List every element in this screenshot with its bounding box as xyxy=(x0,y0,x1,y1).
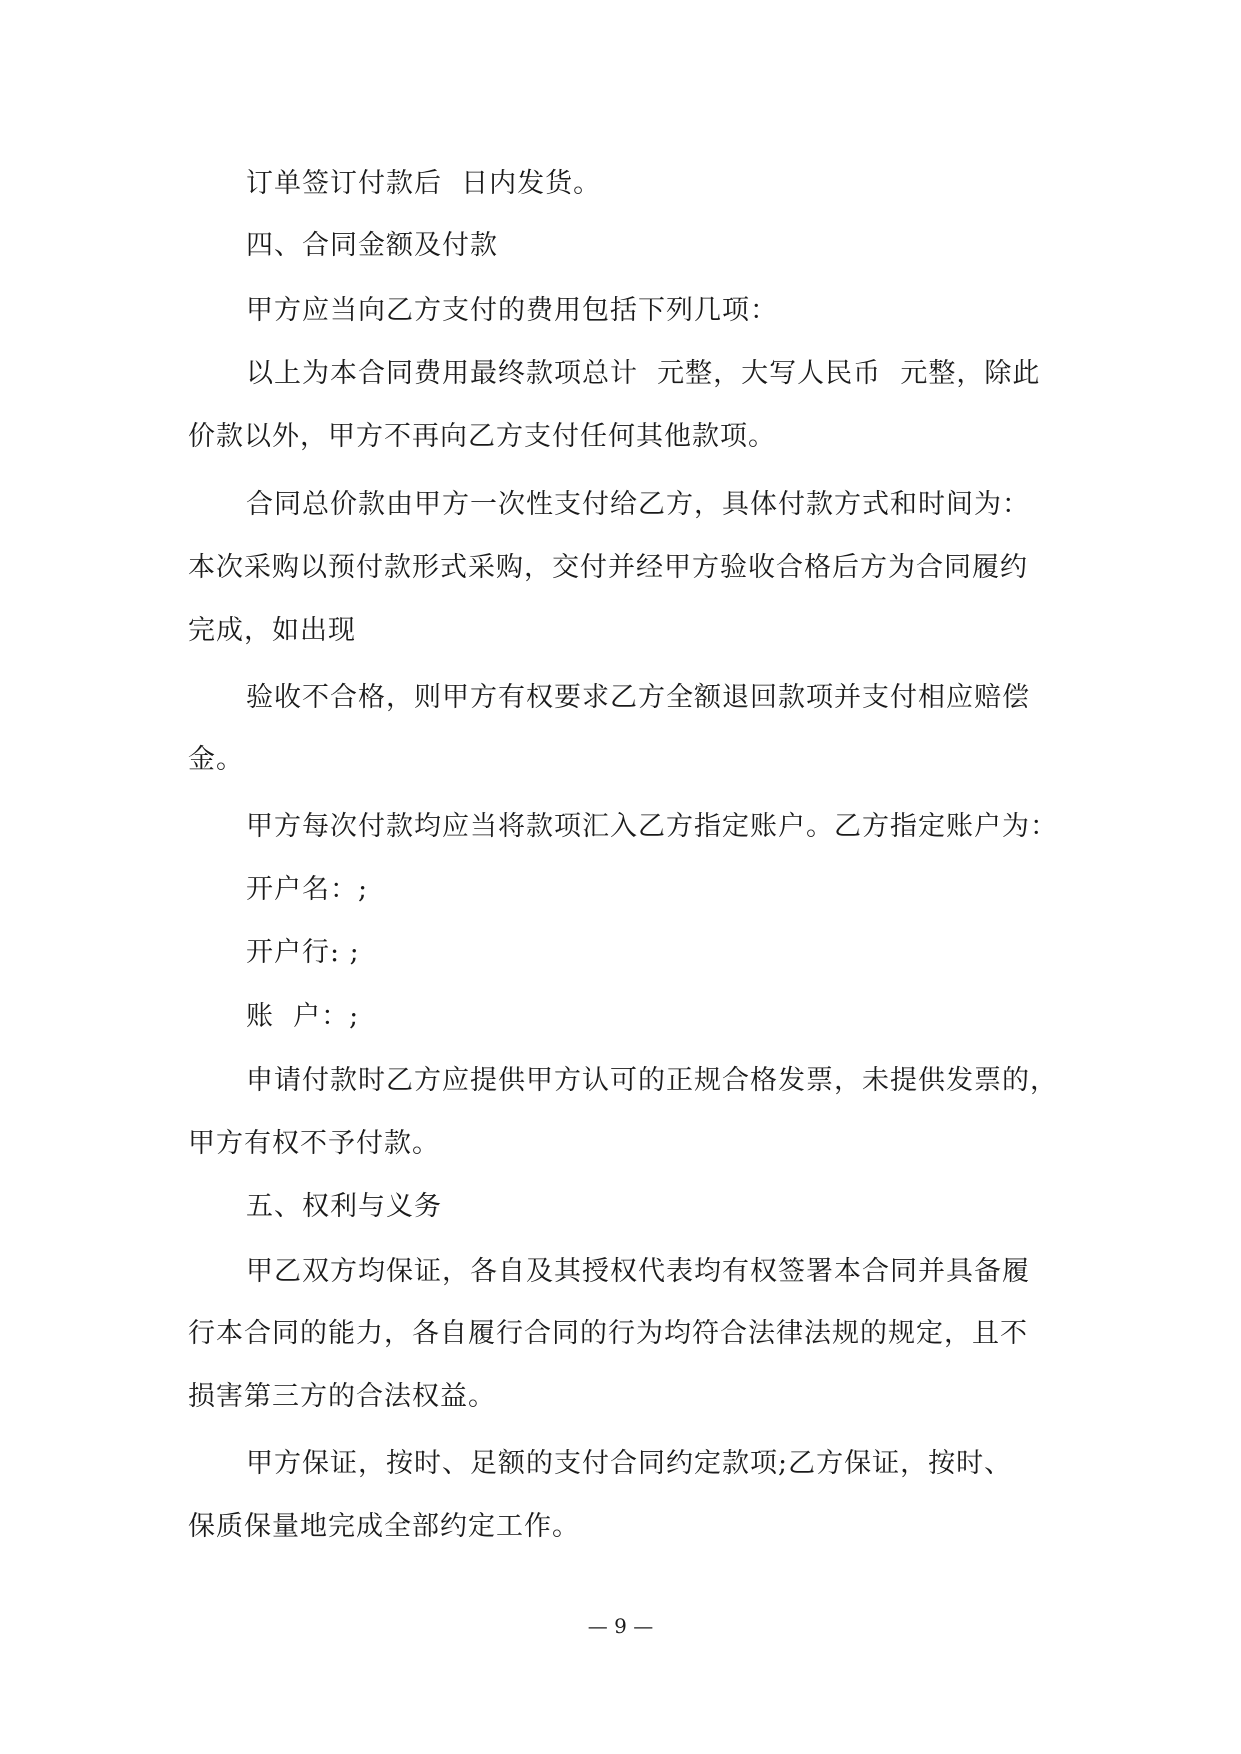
paragraph-obligations-line-1: 甲方保证，按时、足额的支付合同约定款项;乙方保证，按时、 xyxy=(246,1448,1013,1479)
paragraph-payment-method-line-3: 完成，如出现 xyxy=(188,615,356,646)
paragraph-payment-method-line-2: 本次采购以预付款形式采购，交付并经甲方验收合格后方为合同履约 xyxy=(188,552,1028,583)
paragraph-total-line-2: 价款以外，甲方不再向乙方支付任何其他款项。 xyxy=(188,421,776,452)
paragraph-refund-line-2: 金。 xyxy=(188,744,244,775)
paragraph-invoice-line-1: 申请付款时乙方应提供甲方认可的正规合格发票，未提供发票的， xyxy=(246,1065,1058,1096)
paragraph-total-line-1: 以上为本合同费用最终款项总计 元整，大写人民币 元整，除此 xyxy=(246,358,1041,389)
paragraph-account-intro: 甲方每次付款均应当将款项汇入乙方指定账户。乙方指定账户为： xyxy=(246,811,1058,842)
paragraph-obligations-line-2: 保质保量地完成全部约定工作。 xyxy=(188,1511,580,1542)
page-number: — 9 — xyxy=(587,1614,654,1638)
paragraph-refund-line-1: 验收不合格，则甲方有权要求乙方全额退回款项并支付相应赔偿 xyxy=(246,682,1030,713)
account-bank-line: 开户行: ; xyxy=(246,937,360,968)
paragraph-invoice-line-2: 甲方有权不予付款。 xyxy=(188,1128,440,1159)
section-heading-contract-amount: 四、合同金额及付款 xyxy=(246,230,498,261)
section-heading-rights-obligations: 五、权利与义务 xyxy=(246,1191,442,1222)
paragraph-fees-line-1: 甲方应当向乙方支付的费用包括下列几项： xyxy=(246,295,778,326)
account-number-line: 账 户：; xyxy=(246,1001,360,1032)
account-name-line: 开户名：; xyxy=(246,874,369,905)
paragraph-guarantee-line-2: 行本合同的能力，各自履行合同的行为均符合法律法规的规定，且不 xyxy=(188,1318,1028,1349)
paragraph-payment-method-line-1: 合同总价款由甲方一次性支付给乙方，具体付款方式和时间为： xyxy=(246,489,1030,520)
paragraph-guarantee-line-3: 损害第三方的合法权益。 xyxy=(188,1381,496,1412)
paragraph-guarantee-line-1: 甲乙双方均保证，各自及其授权代表均有权签署本合同并具备履 xyxy=(246,1256,1030,1287)
paragraph-delivery-line-1: 订单签订付款后 日内发货。 xyxy=(246,168,602,199)
